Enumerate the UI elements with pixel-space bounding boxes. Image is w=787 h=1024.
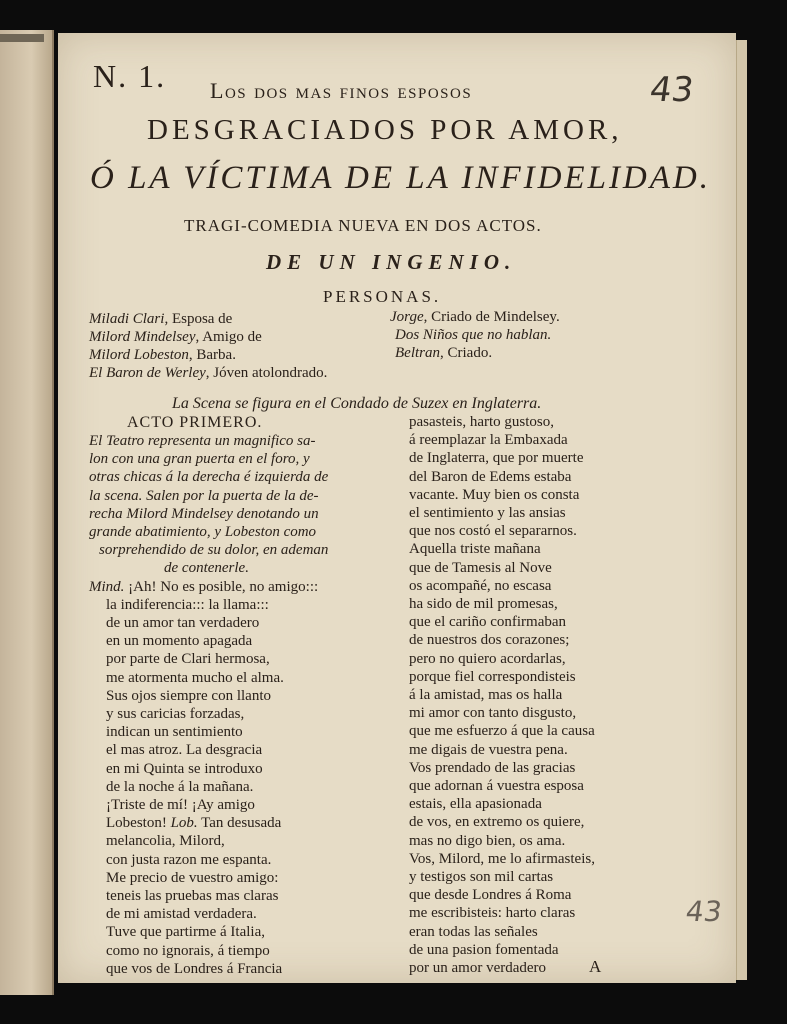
signature-mark: A <box>589 957 602 976</box>
verse-line: que el cariño confirmaban <box>409 614 567 631</box>
verse-line: mi amor con tanto disgusto, <box>409 705 577 722</box>
verse-line: indican un sentimiento <box>106 724 243 741</box>
persona-left-2: Milord Mindelsey, Amigo de <box>89 329 262 345</box>
title-line-2: DESGRACIADOS POR AMOR, <box>147 114 623 146</box>
verse-line: estais, ella apasionada <box>409 796 542 813</box>
stage-direction-line: sorprehendido de su dolor, en ademan <box>99 542 329 559</box>
verse-line: en un momento apagada <box>106 633 253 650</box>
stage-direction-line: El Teatro representa un magnifico sa- <box>89 433 316 449</box>
author-line: DE UN INGENIO. <box>266 250 517 274</box>
persona-right-3: Beltran, Criado. <box>395 345 493 361</box>
speaker-lob: Lob. <box>170 815 198 832</box>
handwritten-folio-top: 43 <box>647 70 697 110</box>
verse-line: de Inglaterra, que por muerte <box>409 450 584 467</box>
left-column <box>89 432 328 978</box>
persona-right-2: Dos Niños que no hablan. <box>395 327 552 343</box>
verse-line: Mind. ¡Ah! No es posible, no amigo::: <box>89 578 319 595</box>
personas-heading: PERSONAS. <box>323 287 442 306</box>
verse-line: con justa razon me espanta. <box>106 851 272 868</box>
verse-line: en mi Quinta se introduxo <box>106 760 263 777</box>
persona-left-3: Milord Lobeston, Barba. <box>89 347 236 363</box>
stage-direction-line: otras chicas á la derecha é izquierda de <box>89 469 329 486</box>
handwritten-folio-bottom: 43 <box>683 895 724 928</box>
persona-left-4: El Baron de Werley, Jóven atolondrado. <box>89 365 328 381</box>
verse-line: del Baron de Edems estaba <box>409 468 572 485</box>
verse-line: teneis las pruebas mas claras <box>106 888 279 905</box>
persona-left-1: Miladi Clari, Esposa de <box>89 311 233 327</box>
verse-line: ¡Triste de mí! ¡Ay amigo <box>106 797 255 814</box>
genre-line: TRAGI-COMEDIA NUEVA EN DOS ACTOS. <box>184 216 542 235</box>
scene-setting: La Scena se figura en el Condado de Suzex en Inglaterra. <box>172 395 542 412</box>
verse-line: Vos prendado de las gracias <box>409 759 576 776</box>
verse-line: de un amor tan verdadero <box>106 615 260 632</box>
stage-direction-line: de contenerle. <box>164 560 249 577</box>
verse-line: y testigos son mil cartas <box>409 869 554 886</box>
stage-direction-line: la scena. Salen por la puerta de la de- <box>89 487 319 504</box>
verse-line: Tuve que partirme á Italia, <box>106 924 265 941</box>
verse-line: pasasteis, harto gustoso, <box>409 414 554 430</box>
verse-line: el sentimiento y las ansias <box>409 505 566 522</box>
facing-page-edge <box>0 30 54 995</box>
verse-line: que vos de Londres á Francia <box>106 960 283 977</box>
verse-line: que me esfuerzo á que la causa <box>409 723 595 740</box>
verse-line: el mas atroz. La desgracia <box>106 742 263 759</box>
title-line-3: Ó LA VÍCTIMA DE LA INFIDELIDAD. <box>90 160 711 196</box>
verse-line: por parte de Clari hermosa, <box>106 651 270 668</box>
verse-line: á reemplazar la Embaxada <box>409 432 568 449</box>
stage-direction-line: recha Milord Mindelsey denotando un <box>89 505 319 522</box>
verse-line: por un amor verdadero <box>409 960 547 977</box>
speaker-mind: Mind. <box>89 578 125 595</box>
verse-line: porque fiel correspondisteis <box>409 668 576 685</box>
act-heading: ACTO PRIMERO. <box>127 414 263 431</box>
verse-line: Vos, Milord, me lo afirmasteis, <box>409 850 595 867</box>
verse-line: eran todas las señales <box>409 923 538 940</box>
verse-line: que adornan á vuestra esposa <box>409 778 584 795</box>
verse-line: de la noche á la mañana. <box>106 778 254 795</box>
verse-line: Aquella triste mañana <box>409 541 541 558</box>
persona-right-1: Jorge, Criado de Mindelsey. <box>390 309 560 325</box>
verse-line: de mi amistad verdadera. <box>106 906 257 923</box>
verse-line: mas no digo bien, os ama. <box>409 832 566 849</box>
verse-line: me digais de vuestra pena. <box>409 741 568 758</box>
verse-line: de una pasion fomentada <box>409 941 559 958</box>
verse-line: que desde Londres á Roma <box>409 887 572 904</box>
binding-strip <box>0 34 44 42</box>
verse-line: Lobeston! Lob. Tan desusada <box>106 815 282 832</box>
right-column <box>409 413 595 977</box>
verse-line: melancolia, Milord, <box>106 833 225 850</box>
verse-line: como no ignorais, á tiempo <box>106 942 270 959</box>
stage-direction-line: grande abatimiento, y Lobeston como <box>89 524 317 541</box>
stage-direction-line: lon con una gran puerta en el foro, y <box>89 451 310 468</box>
verse-line: de nuestros dos corazones; <box>409 632 570 649</box>
verse-line: me atormenta mucho el alma. <box>106 669 284 686</box>
title-line-1: Los dos mas finos esposos <box>210 78 473 103</box>
verse-line: de vos, en extremo os quiere, <box>409 814 585 831</box>
verse-line: la indiferencia::: la llama::: <box>106 596 269 613</box>
verse-line: os acompañé, no escasa <box>409 577 552 594</box>
verse-line: Sus ojos siempre con llanto <box>106 687 271 704</box>
verse-line: ha sido de mil promesas, <box>409 596 558 613</box>
verse-line: Me precio de vuestro amigo: <box>106 869 279 886</box>
verse-line: vacante. Muy bien os consta <box>409 486 580 503</box>
verse-line: me escribisteis: harto claras <box>409 905 576 922</box>
verse-line: que de Tamesis al Nove <box>409 559 552 576</box>
document-number: N. 1. <box>93 58 167 94</box>
verse-line: y sus caricias forzadas, <box>106 706 245 723</box>
verse-line: pero no quiero acordarlas, <box>409 650 566 667</box>
verse-line: á la amistad, mas os halla <box>409 687 563 704</box>
verse-line: que nos costó el separarnos. <box>409 523 577 540</box>
page-stack-edge <box>736 40 747 980</box>
